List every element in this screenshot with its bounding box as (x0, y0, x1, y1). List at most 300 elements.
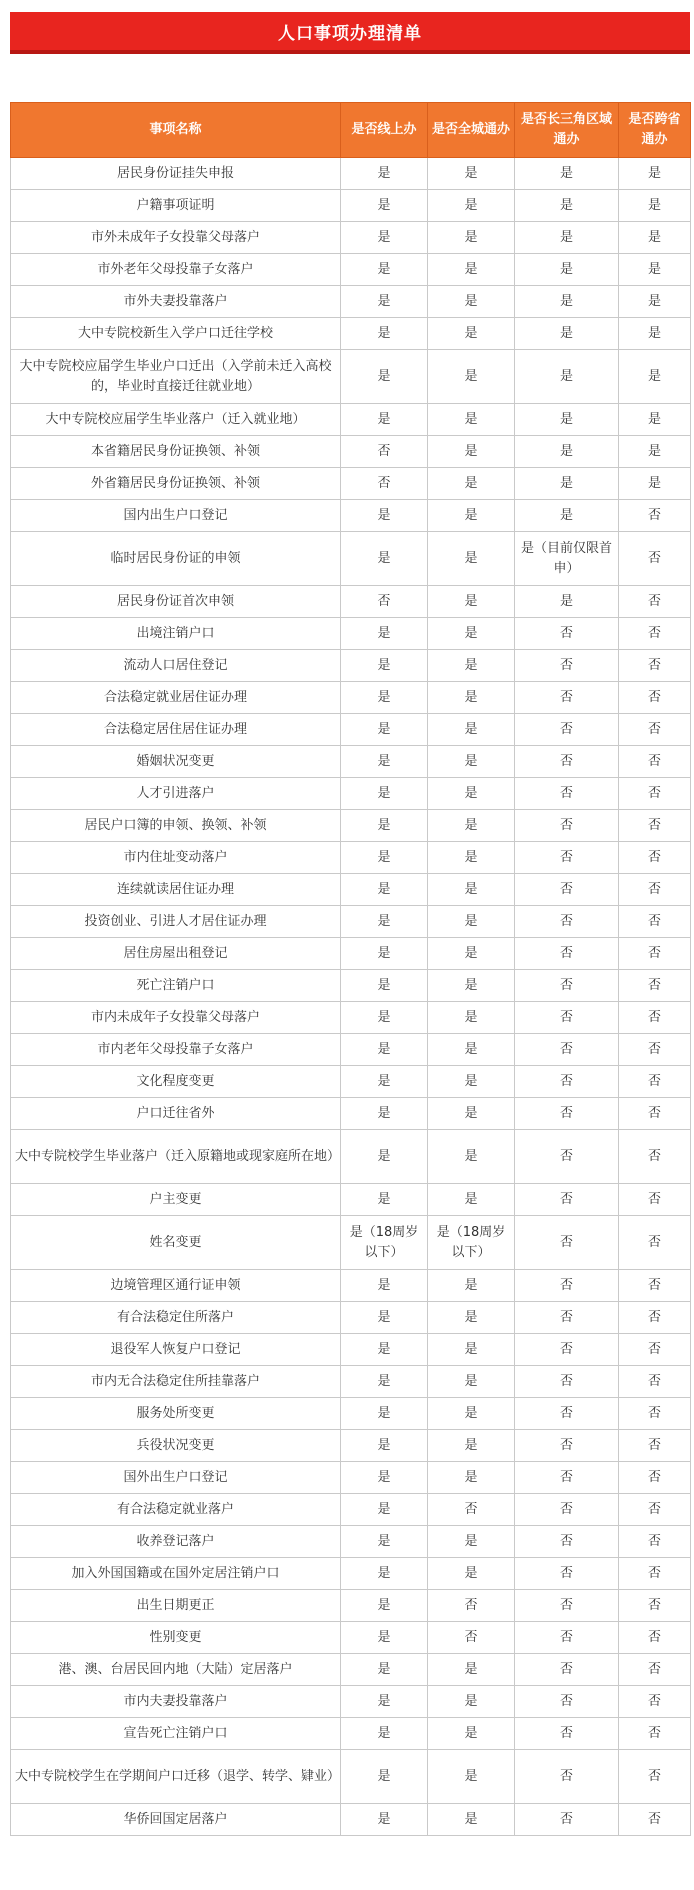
citywide-cell: 是 (428, 1270, 515, 1302)
item-name-cell: 外省籍居民身份证换领、补领 (11, 468, 341, 500)
cross-province-cell: 否 (619, 906, 691, 938)
citywide-cell: 是 (428, 318, 515, 350)
table-row (11, 1804, 691, 1836)
citywide-cell: 是 (428, 286, 515, 318)
table-row (11, 158, 691, 190)
online-cell: 是 (341, 1462, 428, 1494)
citywide-cell: 是 (428, 714, 515, 746)
online-cell: 是 (341, 1302, 428, 1334)
cross-province-cell: 否 (619, 1398, 691, 1430)
citywide-cell: 是 (428, 158, 515, 190)
cross-province-cell: 是 (619, 190, 691, 222)
online-cell: 是 (341, 1066, 428, 1098)
item-name-cell: 大中专院校学生在学期间户口迁移（退学、转学、肄业） (11, 1750, 341, 1804)
table-row (11, 254, 691, 286)
item-name-cell: 死亡注销户口 (11, 970, 341, 1002)
table-row (11, 1686, 691, 1718)
citywide-cell: 是 (428, 618, 515, 650)
yangtze-delta-cell: 是 (515, 500, 619, 532)
online-cell: 是 (341, 1558, 428, 1590)
online-cell: 是 (341, 842, 428, 874)
table-row (11, 746, 691, 778)
item-name-cell: 国内出生户口登记 (11, 500, 341, 532)
online-cell: 是 (341, 1334, 428, 1366)
item-name-cell: 市外夫妻投靠落户 (11, 286, 341, 318)
item-name-cell: 出境注销户口 (11, 618, 341, 650)
table-row (11, 1526, 691, 1558)
item-name-cell: 华侨回国定居落户 (11, 1804, 341, 1836)
citywide-cell: 否 (428, 1622, 515, 1654)
citywide-cell: 是 (428, 1654, 515, 1686)
table-row (11, 810, 691, 842)
cross-province-cell: 否 (619, 1002, 691, 1034)
table-row (11, 1462, 691, 1494)
online-cell: 是 (341, 650, 428, 682)
cross-province-cell: 否 (619, 970, 691, 1002)
yangtze-delta-cell: 否 (515, 650, 619, 682)
table-row (11, 682, 691, 714)
table-row (11, 1334, 691, 1366)
cross-province-cell: 否 (619, 810, 691, 842)
yangtze-delta-cell: 是 (515, 318, 619, 350)
table-row (11, 1184, 691, 1216)
yangtze-delta-cell: 是 (515, 468, 619, 500)
cross-province-cell: 是 (619, 318, 691, 350)
item-name-cell: 大中专院校学生毕业落户（迁入原籍地或现家庭所在地） (11, 1130, 341, 1184)
cross-province-cell: 是 (619, 404, 691, 436)
cross-province-cell: 否 (619, 1184, 691, 1216)
online-cell: 是 (341, 1184, 428, 1216)
cross-province-cell: 否 (619, 1270, 691, 1302)
online-cell: 是 (341, 714, 428, 746)
online-cell: 是 (341, 938, 428, 970)
cross-province-cell: 否 (619, 1494, 691, 1526)
table-row (11, 350, 691, 404)
yangtze-delta-cell: 否 (515, 1270, 619, 1302)
online-cell: 是 (341, 1034, 428, 1066)
citywide-cell: 是 (428, 1398, 515, 1430)
table-row (11, 1002, 691, 1034)
yangtze-delta-cell: 是 (515, 350, 619, 404)
cross-province-cell: 否 (619, 1098, 691, 1130)
table-row (11, 970, 691, 1002)
yangtze-delta-cell: 否 (515, 746, 619, 778)
online-cell: 是 (341, 746, 428, 778)
cross-province-cell: 否 (619, 1366, 691, 1398)
cross-province-cell: 否 (619, 1654, 691, 1686)
table-row (11, 1034, 691, 1066)
table-row (11, 1750, 691, 1804)
online-cell: 是 (341, 1718, 428, 1750)
item-name-cell: 大中专院校应届学生毕业落户（迁入就业地） (11, 404, 341, 436)
cross-province-cell: 否 (619, 618, 691, 650)
yangtze-delta-cell: 否 (515, 1216, 619, 1270)
cross-province-cell: 否 (619, 1066, 691, 1098)
table-row (11, 906, 691, 938)
table-row (11, 1270, 691, 1302)
cross-province-cell: 否 (619, 1804, 691, 1836)
citywide-cell: 是 (428, 1002, 515, 1034)
cross-province-cell: 是 (619, 286, 691, 318)
citywide-cell: 是 (428, 1558, 515, 1590)
yangtze-delta-cell: 否 (515, 714, 619, 746)
citywide-cell: 是 (428, 1334, 515, 1366)
item-name-cell: 加入外国国籍或在国外定居注销户口 (11, 1558, 341, 1590)
citywide-cell: 否 (428, 1590, 515, 1622)
citywide-cell: 是 (428, 1130, 515, 1184)
online-cell: 是 (341, 404, 428, 436)
citywide-cell: 是 (428, 1184, 515, 1216)
cross-province-cell: 否 (619, 778, 691, 810)
citywide-cell: 是 (428, 842, 515, 874)
yangtze-delta-cell: 否 (515, 778, 619, 810)
item-name-cell: 流动人口居住登记 (11, 650, 341, 682)
cross-province-cell: 否 (619, 1750, 691, 1804)
item-name-cell: 兵役状况变更 (11, 1430, 341, 1462)
table-header (11, 103, 691, 158)
yangtze-delta-cell: 是 (515, 404, 619, 436)
yangtze-delta-cell: 否 (515, 1302, 619, 1334)
online-cell: 是 (341, 1590, 428, 1622)
table-row (11, 1302, 691, 1334)
item-name-cell: 投资创业、引进人才居住证办理 (11, 906, 341, 938)
item-name-cell: 边境管理区通行证申领 (11, 1270, 341, 1302)
title-banner (10, 12, 690, 54)
table-row (11, 938, 691, 970)
yangtze-delta-cell: 否 (515, 1718, 619, 1750)
yangtze-delta-cell: 是 (515, 436, 619, 468)
item-name-cell: 有合法稳定就业落户 (11, 1494, 341, 1526)
cross-province-cell: 否 (619, 1590, 691, 1622)
yangtze-delta-cell: 否 (515, 970, 619, 1002)
header-online: 是否线上办 (341, 103, 428, 158)
table-row (11, 318, 691, 350)
item-name-cell: 市内老年父母投靠子女落户 (11, 1034, 341, 1066)
yangtze-delta-cell: 否 (515, 938, 619, 970)
item-name-cell: 出生日期更正 (11, 1590, 341, 1622)
cross-province-cell: 否 (619, 1622, 691, 1654)
table-row (11, 1718, 691, 1750)
table-row (11, 714, 691, 746)
online-cell: 否 (341, 586, 428, 618)
cross-province-cell: 是 (619, 254, 691, 286)
citywide-cell: 是 (428, 746, 515, 778)
yangtze-delta-cell: 否 (515, 1398, 619, 1430)
citywide-cell: 是 (428, 1034, 515, 1066)
citywide-cell: 是 (428, 810, 515, 842)
cross-province-cell: 是 (619, 436, 691, 468)
citywide-cell: 是 (428, 938, 515, 970)
cross-province-cell: 否 (619, 586, 691, 618)
online-cell: 是 (341, 874, 428, 906)
table-row (11, 874, 691, 906)
item-name-cell: 居民身份证挂失申报 (11, 158, 341, 190)
yangtze-delta-cell: 是 (515, 158, 619, 190)
item-name-cell: 居民户口簿的申领、换领、补领 (11, 810, 341, 842)
citywide-cell: 是 (428, 1750, 515, 1804)
item-name-cell: 本省籍居民身份证换领、补领 (11, 436, 341, 468)
citywide-cell: 是 (428, 1718, 515, 1750)
table-row (11, 500, 691, 532)
item-name-cell: 人才引进落户 (11, 778, 341, 810)
cross-province-cell: 是 (619, 468, 691, 500)
citywide-cell: 是 (428, 906, 515, 938)
online-cell: 是 (341, 532, 428, 586)
table-row (11, 778, 691, 810)
cross-province-cell: 否 (619, 714, 691, 746)
table-row (11, 586, 691, 618)
online-cell: 是 (341, 1494, 428, 1526)
yangtze-delta-cell: 否 (515, 1098, 619, 1130)
online-cell: 是 (341, 1098, 428, 1130)
cross-province-cell: 否 (619, 1430, 691, 1462)
online-cell: 否 (341, 468, 428, 500)
table-row (11, 1216, 691, 1270)
item-name-cell: 市内夫妻投靠落户 (11, 1686, 341, 1718)
online-cell: 是 (341, 1622, 428, 1654)
yangtze-delta-cell: 否 (515, 618, 619, 650)
yangtze-delta-cell: 否 (515, 1526, 619, 1558)
yangtze-delta-cell: 否 (515, 1750, 619, 1804)
table-row (11, 842, 691, 874)
item-name-cell: 宣告死亡注销户口 (11, 1718, 341, 1750)
item-name-cell: 大中专院校新生入学户口迁往学校 (11, 318, 341, 350)
citywide-cell: 是 (428, 436, 515, 468)
yangtze-delta-cell: 否 (515, 1184, 619, 1216)
citywide-cell: 是 (428, 1462, 515, 1494)
online-cell: 是 (341, 682, 428, 714)
yangtze-delta-cell: 否 (515, 1590, 619, 1622)
online-cell: 是 (341, 350, 428, 404)
item-name-cell: 居民身份证首次申领 (11, 586, 341, 618)
item-name-cell: 连续就读居住证办理 (11, 874, 341, 906)
table-row (11, 650, 691, 682)
online-cell: 是（18周岁以下） (341, 1216, 428, 1270)
citywide-cell: 是 (428, 468, 515, 500)
yangtze-delta-cell: 否 (515, 1686, 619, 1718)
citywide-cell: 是 (428, 1804, 515, 1836)
online-cell: 是 (341, 1804, 428, 1836)
citywide-cell: 是 (428, 586, 515, 618)
item-name-cell: 退役军人恢复户口登记 (11, 1334, 341, 1366)
citywide-cell: 是 (428, 1066, 515, 1098)
yangtze-delta-cell: 否 (515, 810, 619, 842)
citywide-cell: 是 (428, 1686, 515, 1718)
yangtze-delta-cell: 是 (515, 190, 619, 222)
item-name-cell: 服务处所变更 (11, 1398, 341, 1430)
item-name-cell: 有合法稳定住所落户 (11, 1302, 341, 1334)
table-row (11, 618, 691, 650)
item-name-cell: 户籍事项证明 (11, 190, 341, 222)
item-name-cell: 市外未成年子女投靠父母落户 (11, 222, 341, 254)
item-name-cell: 婚姻状况变更 (11, 746, 341, 778)
table-row (11, 1366, 691, 1398)
online-cell: 是 (341, 1130, 428, 1184)
header-citywide: 是否全城通办 (428, 103, 515, 158)
online-cell: 是 (341, 1398, 428, 1430)
citywide-cell: 是 (428, 778, 515, 810)
citywide-cell: 是 (428, 970, 515, 1002)
yangtze-delta-cell: 是 (515, 586, 619, 618)
table-row (11, 1622, 691, 1654)
online-cell: 是 (341, 190, 428, 222)
item-name-cell: 市内无合法稳定住所挂靠落户 (11, 1366, 341, 1398)
citywide-cell: 是 (428, 1302, 515, 1334)
citywide-cell: 是 (428, 1430, 515, 1462)
yangtze-delta-cell: 否 (515, 682, 619, 714)
citywide-cell: 是 (428, 222, 515, 254)
header-yangtze-delta: 是否长三角区域通办 (515, 103, 619, 158)
yangtze-delta-cell: 否 (515, 874, 619, 906)
cross-province-cell: 否 (619, 1718, 691, 1750)
cross-province-cell: 否 (619, 938, 691, 970)
cross-province-cell: 否 (619, 1302, 691, 1334)
cross-province-cell: 否 (619, 500, 691, 532)
table-row (11, 1098, 691, 1130)
table-row (11, 1590, 691, 1622)
item-name-cell: 收养登记落户 (11, 1526, 341, 1558)
table-row (11, 1398, 691, 1430)
table-row (11, 404, 691, 436)
citywide-cell: 是 (428, 650, 515, 682)
yangtze-delta-cell: 否 (515, 1430, 619, 1462)
table-row (11, 1430, 691, 1462)
citywide-cell: 否 (428, 1494, 515, 1526)
cross-province-cell: 否 (619, 1686, 691, 1718)
online-cell: 是 (341, 254, 428, 286)
header-row (11, 103, 691, 158)
yangtze-delta-cell: 是 (515, 286, 619, 318)
header-cross-province: 是否跨省通办 (619, 103, 691, 158)
citywide-cell: 是 (428, 404, 515, 436)
yangtze-delta-cell: 是 (515, 222, 619, 254)
table-row (11, 286, 691, 318)
yangtze-delta-cell: 是 (515, 254, 619, 286)
item-name-cell: 文化程度变更 (11, 1066, 341, 1098)
citywide-cell: 是 (428, 1366, 515, 1398)
citywide-cell: 是 (428, 500, 515, 532)
yangtze-delta-cell: 否 (515, 842, 619, 874)
item-name-cell: 市内未成年子女投靠父母落户 (11, 1002, 341, 1034)
online-cell: 是 (341, 970, 428, 1002)
cross-province-cell: 否 (619, 1462, 691, 1494)
yangtze-delta-cell: 否 (515, 1558, 619, 1590)
cross-province-cell: 是 (619, 222, 691, 254)
item-name-cell: 大中专院校应届学生毕业户口迁出（入学前未迁入高校的，毕业时直接迁往就业地） (11, 350, 341, 404)
yangtze-delta-cell: 否 (515, 1462, 619, 1494)
online-cell: 是 (341, 1526, 428, 1558)
table-row (11, 1558, 691, 1590)
online-cell: 是 (341, 1750, 428, 1804)
cross-province-cell: 否 (619, 1130, 691, 1184)
online-cell: 是 (341, 500, 428, 532)
item-name-cell: 户主变更 (11, 1184, 341, 1216)
cross-province-cell: 否 (619, 682, 691, 714)
online-cell: 否 (341, 436, 428, 468)
online-cell: 是 (341, 778, 428, 810)
online-cell: 是 (341, 1430, 428, 1462)
online-cell: 是 (341, 1002, 428, 1034)
table-row (11, 532, 691, 586)
online-cell: 是 (341, 1654, 428, 1686)
yangtze-delta-cell: 否 (515, 906, 619, 938)
item-name-cell: 市内住址变动落户 (11, 842, 341, 874)
cross-province-cell: 否 (619, 1334, 691, 1366)
page-title: 人口事项办理清单 (278, 23, 422, 44)
online-cell: 是 (341, 318, 428, 350)
citywide-cell: 是（18周岁以下） (428, 1216, 515, 1270)
table-row (11, 190, 691, 222)
yangtze-delta-cell: 否 (515, 1066, 619, 1098)
table-row (11, 1654, 691, 1686)
item-name-cell: 性别变更 (11, 1622, 341, 1654)
online-cell: 是 (341, 906, 428, 938)
cross-province-cell: 否 (619, 1558, 691, 1590)
item-name-cell: 居住房屋出租登记 (11, 938, 341, 970)
yangtze-delta-cell: 是（目前仅限首申） (515, 532, 619, 586)
citywide-cell: 是 (428, 1098, 515, 1130)
item-name-cell: 国外出生户口登记 (11, 1462, 341, 1494)
online-cell: 是 (341, 1270, 428, 1302)
item-name-cell: 合法稳定居住居住证办理 (11, 714, 341, 746)
cross-province-cell: 否 (619, 842, 691, 874)
citywide-cell: 是 (428, 532, 515, 586)
table-row (11, 436, 691, 468)
item-name-cell: 市外老年父母投靠子女落户 (11, 254, 341, 286)
citywide-cell: 是 (428, 1526, 515, 1558)
cross-province-cell: 否 (619, 650, 691, 682)
citywide-cell: 是 (428, 874, 515, 906)
citywide-cell: 是 (428, 682, 515, 714)
cross-province-cell: 否 (619, 874, 691, 906)
online-cell: 是 (341, 286, 428, 318)
cross-province-cell: 否 (619, 1034, 691, 1066)
citywide-cell: 是 (428, 350, 515, 404)
table-row (11, 222, 691, 254)
citywide-cell: 是 (428, 254, 515, 286)
online-cell: 是 (341, 1686, 428, 1718)
online-cell: 是 (341, 158, 428, 190)
online-cell: 是 (341, 1366, 428, 1398)
yangtze-delta-cell: 否 (515, 1334, 619, 1366)
item-name-cell: 临时居民身份证的申领 (11, 532, 341, 586)
cross-province-cell: 是 (619, 350, 691, 404)
yangtze-delta-cell: 否 (515, 1034, 619, 1066)
cross-province-cell: 是 (619, 158, 691, 190)
table-row (11, 1066, 691, 1098)
yangtze-delta-cell: 否 (515, 1654, 619, 1686)
services-table (10, 102, 691, 1836)
table-row (11, 1130, 691, 1184)
cross-province-cell: 否 (619, 532, 691, 586)
yangtze-delta-cell: 否 (515, 1494, 619, 1526)
yangtze-delta-cell: 否 (515, 1804, 619, 1836)
citywide-cell: 是 (428, 190, 515, 222)
item-name-cell: 合法稳定就业居住证办理 (11, 682, 341, 714)
header-item-name: 事项名称 (11, 103, 341, 158)
table-row (11, 1494, 691, 1526)
item-name-cell: 户口迁往省外 (11, 1098, 341, 1130)
cross-province-cell: 否 (619, 1526, 691, 1558)
table-row (11, 468, 691, 500)
online-cell: 是 (341, 618, 428, 650)
online-cell: 是 (341, 222, 428, 254)
yangtze-delta-cell: 否 (515, 1622, 619, 1654)
yangtze-delta-cell: 否 (515, 1366, 619, 1398)
item-name-cell: 姓名变更 (11, 1216, 341, 1270)
online-cell: 是 (341, 810, 428, 842)
yangtze-delta-cell: 否 (515, 1002, 619, 1034)
